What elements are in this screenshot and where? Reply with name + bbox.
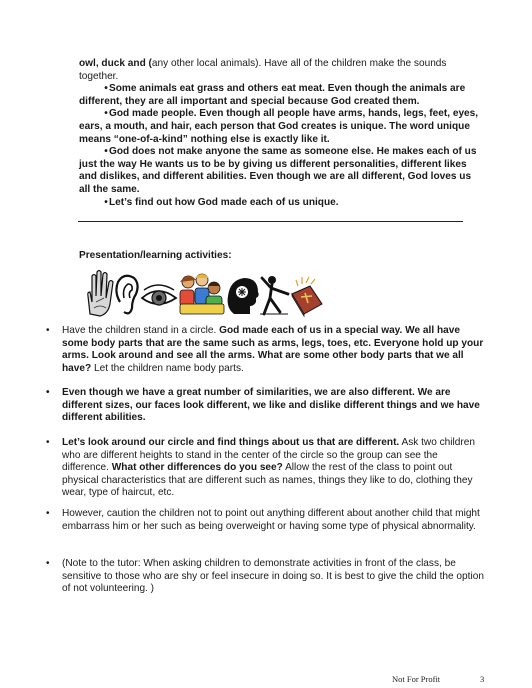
section-heading: Presentation/learning activities: — [79, 250, 232, 261]
activity-item-text: However, caution the children not to point out anything different about another child that might embarrass him or her such as being overweight or having some type of physical abnormality. — [62, 508, 480, 532]
page-footer — [392, 674, 502, 684]
activity-icons-strip — [84, 268, 324, 318]
page-number: 3 — [480, 674, 485, 684]
plain-text: Have the children stand in a circle. — [62, 325, 220, 336]
children-group-icon — [180, 274, 224, 314]
bullet-glyph: • — [46, 437, 50, 448]
bullet-glyph: • — [104, 108, 108, 120]
bullet-find-out-text: Let’s find out how God made each of us unique. — [109, 196, 339, 208]
activity-item-look-around — [46, 437, 487, 500]
bullet-people-text: God made people. Even though all people have arms, hands, legs, feet, eyes, ears, a mouth, and hair, each person that God creates is unique. The word unique means “one-of-a-kind” nothing else is exactly like it. — [79, 108, 479, 145]
intro-paragraph — [79, 58, 479, 83]
activity-item-caution — [46, 508, 487, 533]
plain-text: Allow the rest of the class to point out physical characteristics that are different such as names, things they like to do, clothing they wear, type of haircut, etc. — [62, 462, 473, 499]
intro-bold-text: owl, duck and ( — [79, 58, 152, 69]
intro-plain-text: any other local animals). Have all of the children make the sounds together. — [79, 58, 447, 82]
horizontal-divider — [78, 221, 463, 222]
bullet-find-out — [79, 197, 479, 210]
bullet-unique — [79, 146, 479, 196]
bullet-animals — [79, 83, 479, 108]
activity-item-tutor-note — [46, 558, 487, 596]
bullet-glyph: • — [104, 196, 108, 208]
bullet-glyph: • — [46, 387, 50, 398]
ear-icon — [116, 276, 137, 314]
bullet-glyph: • — [46, 508, 50, 519]
bullet-animals-text: Some animals eat grass and others eat meat. Even though the animals are different, they are all important and special because God created them. — [79, 83, 466, 107]
activity-item-text — [62, 325, 487, 375]
activity-item-different — [46, 387, 487, 425]
eye-icon — [142, 285, 176, 305]
footer-label: Not For Profit — [392, 674, 441, 684]
bullet-unique-text: God does not make anyone the same as someone else. He makes each of us just the way He wants us to be by giving us different personalities, different likes and dislikes, and different abilities. Even though we are all different, God loves us all the same. — [79, 146, 477, 195]
plain-text: Let the children name body parts. — [91, 362, 244, 374]
activity-item-circle — [46, 325, 487, 375]
bold-text: God made each of us in a special way. We all have some body parts that are the same such as arms, legs, toes, etc. Everyone hold up your arms. Look around and see all the arms. What are some other body parts that we all have? — [62, 325, 484, 374]
bullet-people — [79, 108, 479, 146]
bold-question: What other differences do you see? — [111, 462, 283, 474]
activity-item-text: (Note to the tutor: When asking children to demonstrate activities in front of the class, be sensitive to those who are shy or feel insecure in doing so. It is best to give the child the option of not volunteering. ) — [62, 558, 484, 595]
bold-text: Let’s look around our circle and find things about us that are different. — [62, 437, 400, 448]
bible-icon — [292, 277, 322, 316]
plain-text: Ask two children who are different heights to stand in the center of the circle so the group can see the difference. — [62, 437, 475, 474]
head-profile-icon — [228, 278, 259, 314]
hand-icon — [88, 271, 113, 317]
bullet-glyph: • — [104, 146, 108, 158]
bullet-glyph: • — [46, 325, 50, 336]
intro-text-block — [79, 58, 479, 209]
bullet-glyph: • — [104, 83, 108, 95]
activity-item-text — [62, 437, 487, 500]
bullet-glyph: • — [46, 558, 50, 569]
activity-item-text: Even though we have a great number of similarities, we are also different. We are different sizes, our faces look different, we like and dislike different things and we have different abilities. — [62, 387, 480, 424]
stretching-figure-icon — [260, 276, 288, 314]
